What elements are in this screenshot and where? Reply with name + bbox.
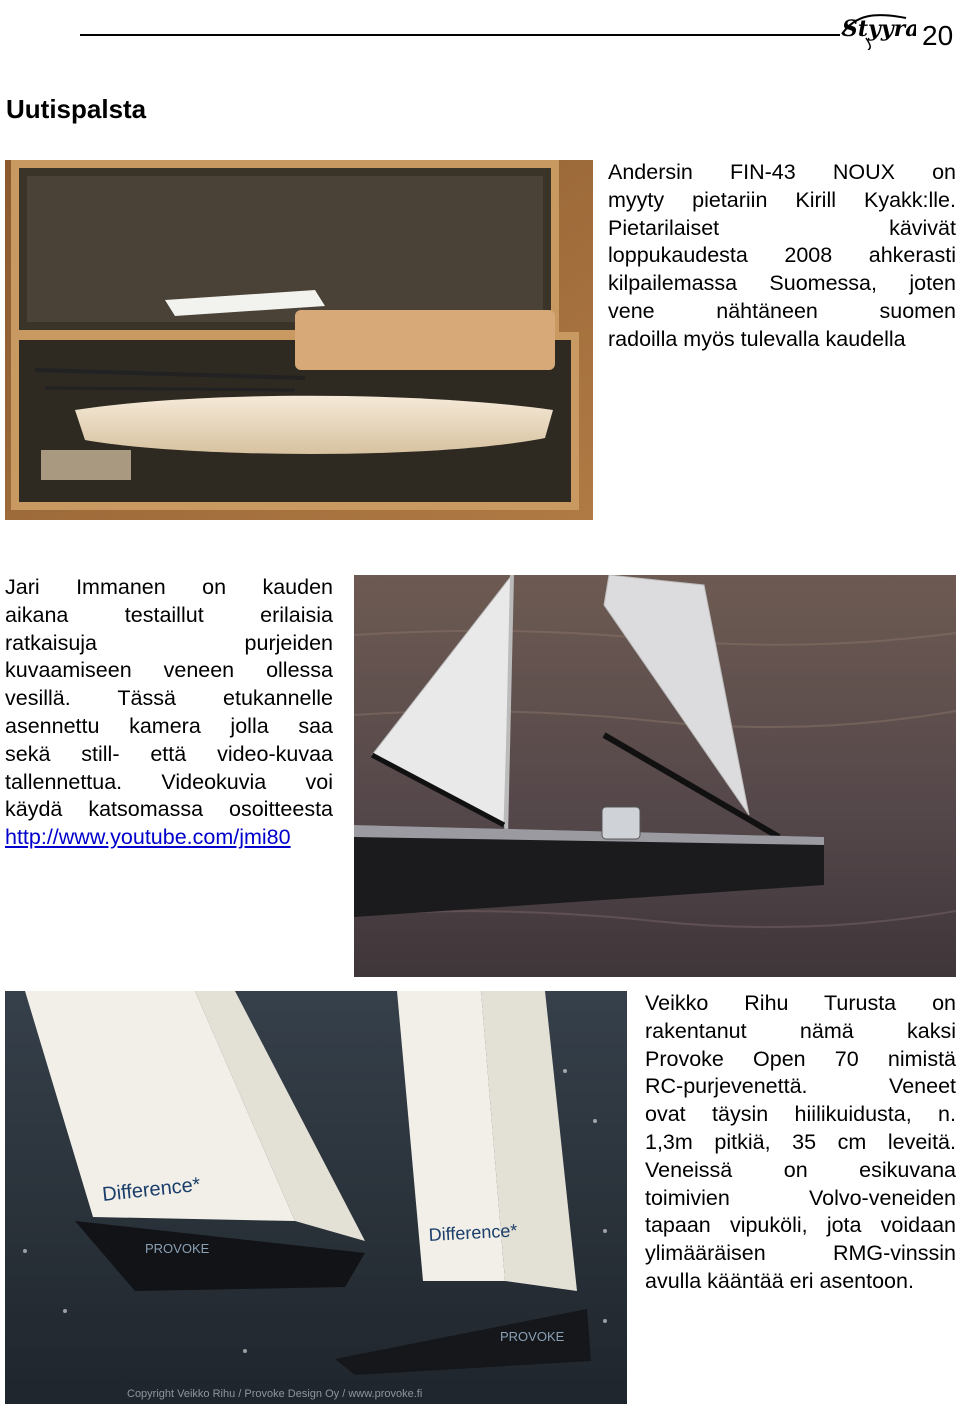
photo-copyright: Copyright Veikko Rihu / Provoke Design Oy / www.provoke.fi [127,1388,423,1400]
text-line: ratkaisuja purjeiden [5,630,333,655]
text-line: Pietarilaiset kävivät [608,215,956,240]
section-title: Uutispalsta [6,94,147,124]
text-line: Veikko Rihu Turusta on [645,991,956,1015]
text-line: Veneissä on esikuvana [645,1157,956,1182]
text-line: ovat täysin hiilikuidusta, n. [645,1102,956,1127]
text-line: radoilla myös tulevalla kaudella [608,326,906,351]
provoke-boats-photo [5,991,627,1404]
text-line: tapaan vipuköli, jota voidaan [645,1213,956,1238]
text-line: avulla kääntää eri asentoon. [645,1268,914,1293]
text-line: kuvaamiseen veneen ollessa [5,658,333,683]
news-item-camera [5,574,333,852]
camera-boat-photo [354,575,956,977]
text-line: Andersin FIN-43 NOUX on [608,160,956,184]
hull-text: PROVOKE [500,1329,565,1344]
text-line: tallennettua. Videokuvia voi [5,769,333,794]
text-line: käydä katsomassa osoitteesta [5,797,333,822]
styyra-logo [836,4,916,50]
text-line: rakentanut nämä kaksi [645,1018,956,1043]
text-line: aikana testaillut erilaisia [5,602,333,627]
news-item-noux [608,159,956,354]
text-line: vesillä. Tässä etukannelle [5,686,333,711]
hull-text: PROVOKE [145,1241,210,1256]
sail-text: Difference* [101,1173,202,1206]
text-line: sekä still- että video-kuvaa [5,741,333,766]
text-line: asennettu kamera jolla saa [5,713,333,738]
text-line: Jari Immanen on kauden [5,575,333,599]
text-line: kilpailemassa Suomessa, joten [608,271,956,296]
text-line: vene nähtäneen suomen [608,298,956,323]
news-item-provoke [645,990,956,1296]
text-line: toimivien Volvo-veneiden [645,1185,956,1210]
header-rule [80,34,840,36]
youtube-link[interactable]: http://www.youtube.com/jmi80 [5,825,291,850]
text-line: ylimääräisen RMG-vinssin [645,1241,956,1266]
svg-text:Styyra: Styyra [842,16,916,42]
text-line: loppukaudesta 2008 ahkerasti [608,243,956,268]
text-line: myyty pietariin Kirill Kyakk:lle. [608,187,956,212]
text-line: RC-purjevenettä. Veneet [645,1074,956,1099]
text-line: Provoke Open 70 nimistä [645,1046,956,1071]
sail-text: Difference* [428,1220,518,1245]
text-line: 1,3m pitkiä, 35 cm leveitä. [645,1129,956,1154]
page-number: 20 [922,20,954,51]
boat-case-photo [5,160,593,520]
